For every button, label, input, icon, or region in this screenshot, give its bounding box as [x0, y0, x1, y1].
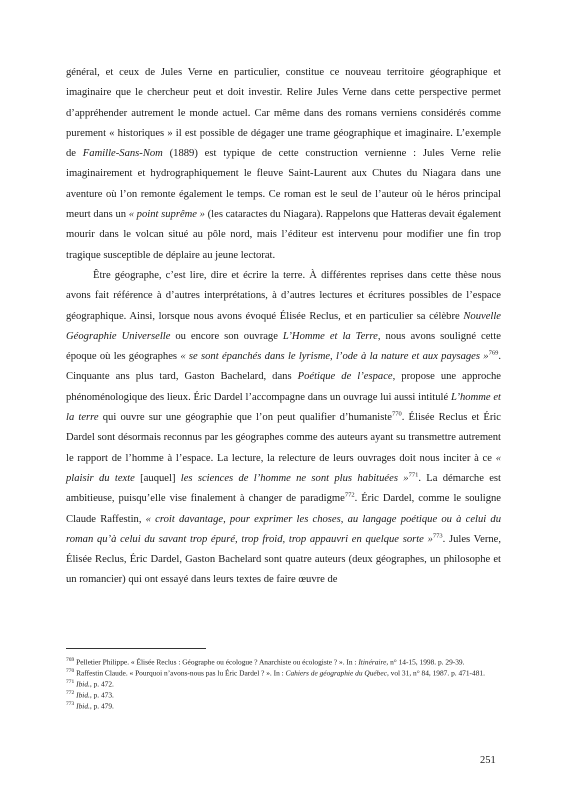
- italic-text: Ibid.: [76, 690, 90, 700]
- footnote-number: 772: [66, 690, 75, 697]
- italic-text: L’homme et la terre: [66, 391, 502, 424]
- footnote: [66, 678, 501, 689]
- text-run: . Élisée Reclus et Éric Dardel sont désormais reconnus par les géographes comme des auteurs ayant su transmettre autrement le rapport de l’homme à l’espace. La lecture, la relecture de leurs ouvrages doit nous inciter à ce: [66, 412, 502, 464]
- footnote: [66, 689, 501, 700]
- footnote-ref: 770: [391, 410, 402, 418]
- italic-text: Cahiers de géographie du Québec: [285, 668, 387, 678]
- italic-text: L’Homme et la Terre: [282, 330, 378, 342]
- footnote-ref: 769: [488, 349, 499, 357]
- footnote-ref: 773: [432, 532, 443, 540]
- text-run: [auquel]: [134, 472, 181, 484]
- italic-text: Famille-Sans-Nom: [82, 148, 163, 160]
- footnote-number: 771: [66, 679, 75, 686]
- footnote: [66, 700, 501, 711]
- text-run: général, et ceux de Jules Verne en particulier, constitue ce nouveau territoire géographique et imaginaire que le chercheur peut et doit investir. Relire Jules Verne dans cette perspective permet d’appréhender autrement le monde actuel. Car même dans des romans verniens considérés comme purement « historiques » il est possible de dégager une trame géographique et imaginaire. L’exemple de: [66, 67, 501, 160]
- text-run: , nous avons souligné cette époque où les géographes: [66, 330, 501, 363]
- text-run: Raffestin Claude. « Pourquoi n’avons-nous pas lu Éric Dardel ? ». In :: [74, 668, 286, 678]
- text-run: . La démarche est ambitieuse, puisqu’elle vise finalement à changer de paradigme: [66, 472, 501, 505]
- paragraph-1: [66, 63, 501, 266]
- italic-text: Nouvelle Géographie Universelle: [66, 310, 501, 342]
- footnote-separator: [66, 648, 206, 649]
- text-run: (les cataractes du Niagara). Rappelons que Hatteras devait également mourir dans le volcan situé au pôle nord, mais l’éditeur est intervenu pour modifier une fin trop tragique susceptible de déplaire au jeune lectorat.: [66, 209, 502, 261]
- footnote-number: 773: [66, 701, 75, 708]
- footnote: [66, 667, 501, 678]
- text-run: . Éric Dardel, comme le souligne Claude Raffestin,: [66, 493, 502, 525]
- italic-text: « croit davantage, pour exprimer les choses, au langage poétique ou à celui du roman qu’à celui du savant trop épuré, trop froid, trop appauvri en quelque sorte »: [66, 513, 501, 545]
- text-run: (1889) est typique de cette construction vernienne : Jules Verne relie imaginairement et hydrographiquement le fleuve Saint-Laurent aux Chutes du Niagara dans une aventure où l’on remonte également le temps. Ce roman est le seul de l’auteur où le héros principal meurt dans un: [66, 148, 501, 221]
- italic-text: Ibid.: [76, 701, 90, 711]
- footnote-ref: 771: [408, 471, 419, 479]
- footnote-number: 769: [66, 657, 75, 663]
- body-text: [66, 63, 501, 591]
- footnotes: [66, 656, 501, 711]
- footnote-ref: 772: [344, 491, 355, 499]
- text-run: Être géographe, c’est lire, dire et écrire la terre. À différentes reprises dans cette thèse nous avons fait référence à d’autres interprétations, à d’autres lectures et écritures possibles de l’espace géographique. Ainsi, lorsque nous avons évoqué Élisée Reclus, et en particulier sa célèbre: [66, 269, 501, 322]
- italic-text: Ibid.: [76, 679, 90, 689]
- italic-text: « point suprême »: [128, 209, 205, 221]
- italic-text: Itinéraire: [358, 657, 387, 667]
- text-run: . Jules Verne, Élisée Reclus, Éric Dardel, Gaston Bachelard sont quatre auteurs (deux géographes, un philosophe et un romancier) qui ont essayé dans leurs textes de faire œuvre de: [66, 533, 501, 586]
- italic-text: Poétique de l’espace: [297, 371, 393, 383]
- text-run: , vol 31, n° 84, 1987. p. 471-481.: [386, 668, 485, 678]
- text-run: qui ouvre sur une géographie que l’on peut qualifier d’humaniste: [98, 412, 392, 424]
- text-run: ou encore son ouvrage: [170, 330, 283, 342]
- text-run: , p. 479.: [89, 701, 114, 711]
- footnote: [66, 656, 501, 667]
- italic-text: les sciences de l’homme ne sont plus habituées »: [180, 472, 409, 484]
- text-run: , p. 472.: [89, 679, 114, 689]
- italic-text: « se sont épanchés dans le lyrisme, l’ode à la nature et aux paysages »: [180, 351, 489, 363]
- text-run: Pelletier Philippe. « Élisée Reclus : Géographe ou écologue ? Anarchiste ou écologiste ? ». In :: [74, 657, 359, 667]
- page-number: 251: [480, 755, 496, 766]
- paragraph-2: [66, 266, 501, 591]
- text-run: , n° 14-15, 1998. p. 29-39.: [386, 657, 465, 667]
- text-run: , p. 473.: [89, 690, 114, 700]
- text-run: , propose une approche phénoménologique des lieux. Éric Dardel l’accompagne dans un ouvrage lui aussi intitulé: [66, 371, 501, 403]
- footnote-number: 770: [66, 668, 75, 675]
- text-run: . Cinquante ans plus tard, Gaston Bachelard, dans: [66, 351, 501, 383]
- italic-text: « plaisir du texte: [66, 452, 501, 484]
